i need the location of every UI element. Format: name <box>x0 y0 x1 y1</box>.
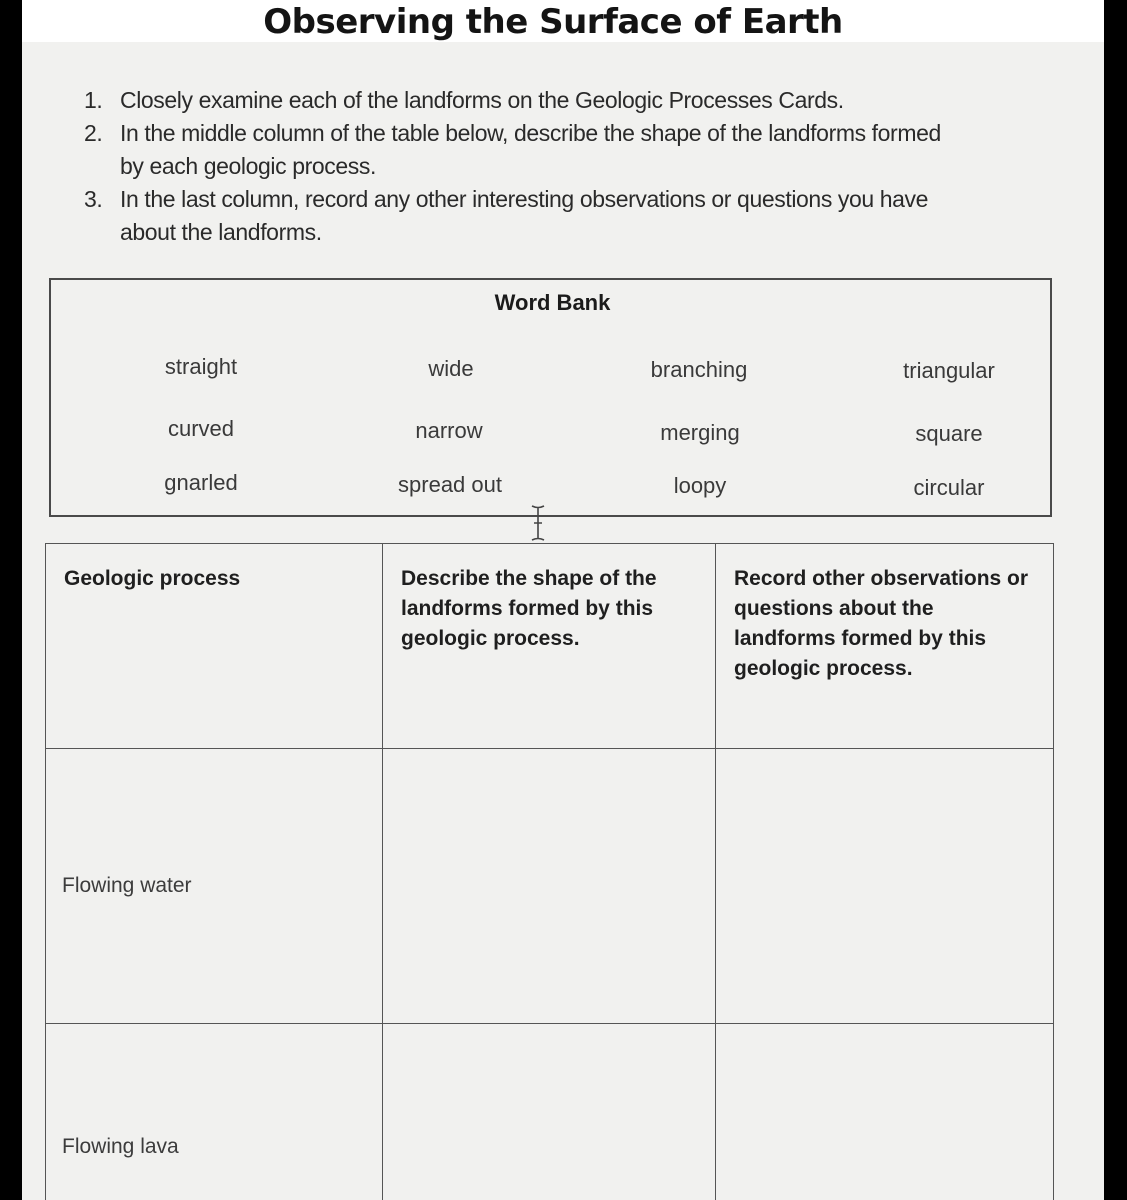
observations-cell[interactable] <box>716 749 1054 1024</box>
instruction-item <box>84 117 944 183</box>
word-bank-word: merging <box>660 420 740 445</box>
table-header-row <box>46 544 1054 749</box>
observations-cell[interactable] <box>716 1024 1054 1200</box>
text-cursor-icon <box>529 503 547 543</box>
page-title: Observing the Surface of Earth <box>263 2 843 42</box>
word-bank-word: wide <box>428 356 474 381</box>
process-cell: Flowing lava <box>46 1024 383 1200</box>
description-cell[interactable] <box>383 749 716 1024</box>
word-bank-word: square <box>915 421 983 446</box>
worksheet-page <box>22 0 1104 1200</box>
instruction-number: 1. <box>84 87 103 113</box>
table-row <box>46 749 1054 1024</box>
header-geologic-process: Geologic process <box>46 544 383 749</box>
header-describe-shape: Describe the shape of the landforms formed by this geologic process. <box>383 544 716 749</box>
instruction-number: 3. <box>84 186 103 212</box>
observation-table <box>45 543 1054 1200</box>
description-cell[interactable] <box>383 1024 716 1200</box>
instructions-list <box>84 84 944 249</box>
word-bank-box <box>49 278 1052 517</box>
word-bank-word: triangular <box>903 358 995 383</box>
word-bank-word: branching <box>650 357 748 382</box>
process-cell: Flowing water <box>46 749 383 1024</box>
instruction-text: Closely examine each of the landforms on the Geologic Processes Cards. <box>120 87 844 113</box>
instruction-text: In the middle column of the table below, describe the shape of the landforms formed by each geologic process. <box>120 120 941 179</box>
instruction-item <box>84 84 944 117</box>
instruction-item <box>84 183 944 249</box>
word-bank-word: circular <box>913 475 985 500</box>
word-bank-title: Word Bank <box>494 290 611 315</box>
word-bank-word: straight <box>164 354 238 379</box>
instruction-number: 2. <box>84 120 103 146</box>
word-bank-word: narrow <box>415 418 483 443</box>
word-bank-word: loopy <box>673 473 727 498</box>
word-bank-word: curved <box>167 416 235 441</box>
word-bank-word: gnarled <box>164 470 238 495</box>
header-other-observations: Record other observations or questions about the landforms formed by this geologic process. <box>716 544 1054 749</box>
word-bank-word: spread out <box>398 472 502 497</box>
instruction-text: In the last column, record any other interesting observations or questions you have about the landforms. <box>120 186 929 245</box>
table-row <box>46 1024 1054 1200</box>
